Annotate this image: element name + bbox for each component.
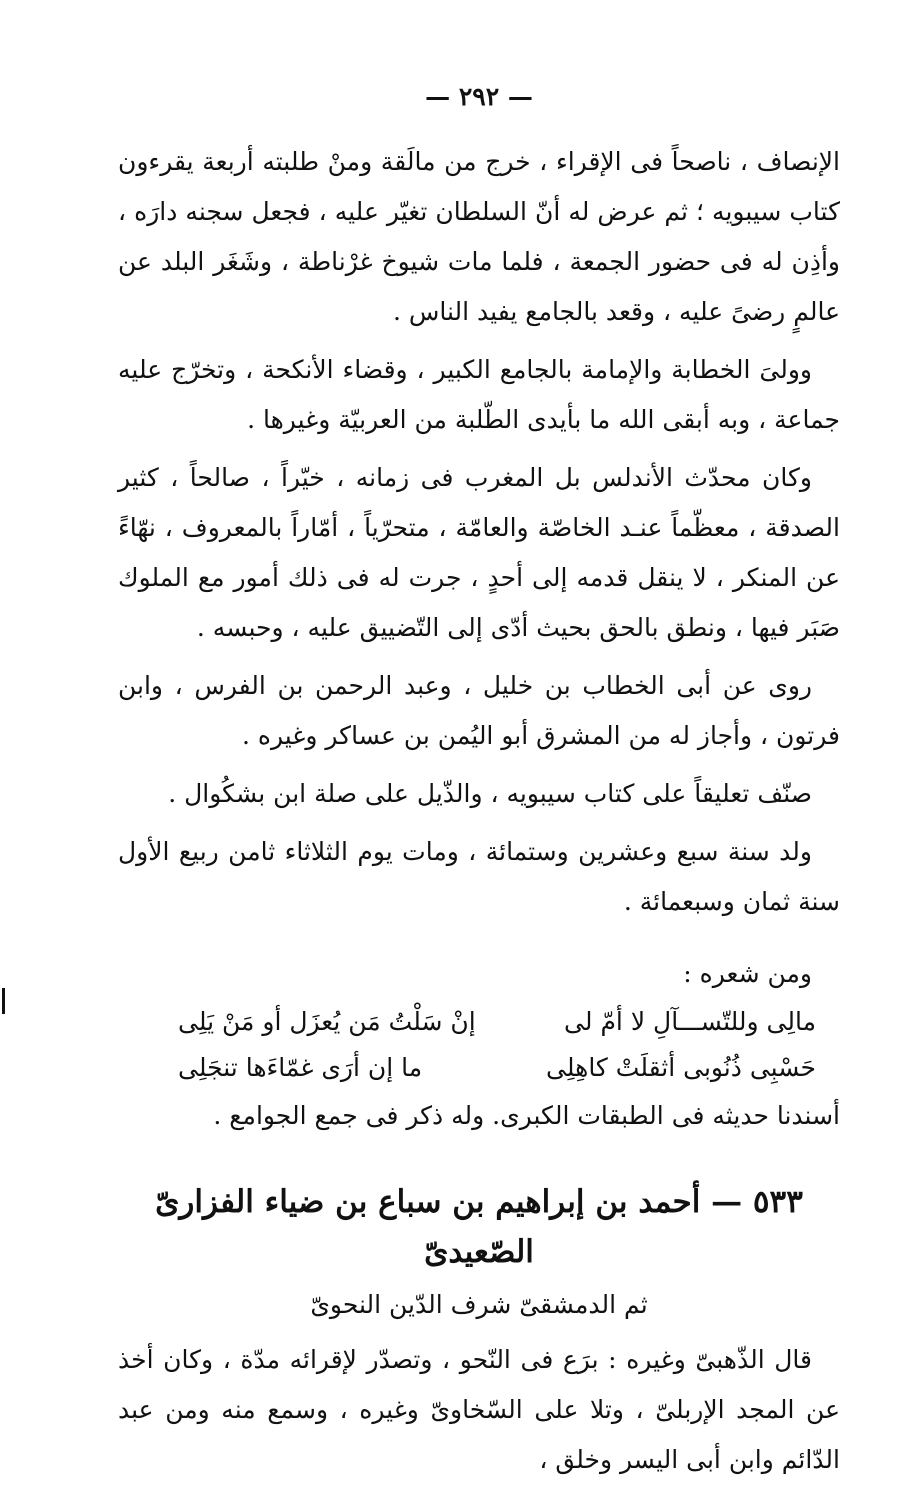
paragraph-khitaba: وولىَ الخطابة والإمامة بالجامع الكبير ، وقضاء الأنكحة ، وتخرّج عليه جماعة ، وبه أبقى الله ما بأيدى الطّلبة من العربيّة وغيرها . (118, 355, 840, 434)
paragraph-muhaddith: وكان محدّث الأندلس بل المغرب فى زمانه ، خيّراً ، صالحاً ، كثير الصدقة ، معظّماً عنـد الخاصّة والعامّة ، متحرّياً ، أمّاراً بالمعروف ، نهّاءً عن المنكر ، لا ينقل قدمه إلى أحدٍ ، جرت له فى ذلك أمور مع الملوك صَبَر فيها ، ونطق بالحق بحيث أدّى إلى التّضييق عليه ، وحبسه . (118, 463, 840, 642)
margin-mark (2, 988, 5, 1014)
verse-first-hemistich: حَسْبِى ذُنُوبى أثقلَتْ كاهِلِى (546, 1053, 816, 1082)
verse-line (118, 999, 840, 1045)
poetry-intro: ومن شعره : (683, 959, 812, 988)
verse-second-hemistich: إنْ سَلْتُ مَن يُعزَل أو مَنْ يَلِى (178, 1007, 476, 1036)
paragraph-birth-death: ولد سنة سبع وعشرين وستمائة ، ومات يوم الثلاثاء ثامن ربيع الأول سنة ثمان وسبعمائة . (118, 837, 840, 916)
paragraph-tasnif: صنّف تعليقاً على كتاب سيبويه ، والذّيل على صلة ابن بشكُوال . (168, 779, 812, 808)
entry-heading: ٥٣٣ — أحمد بن إبراهيم بن سباع بن ضياء الفزارىّ الصّعيدىّ (155, 1184, 803, 1270)
entry-subheading: ثم الدمشقىّ شرف الدّين النحوىّ (310, 1290, 648, 1319)
page-number: — ٢٩٢ — (425, 82, 533, 111)
paragraph-dhahabi: قال الذّهبىّ وغيره : برَع فى النّحو ، وتصدّر لإقرائه مدّة ، وكان أخذ عن المجد الإربلىّ ، وتلا على السّخاوىّ وغيره ، وسمع منه ومن عبد الدّائم وابن أبى اليسر وخلق ، (118, 1345, 840, 1474)
verse-second-hemistich: ما إن أرَى غمّاءَها تنجَلِى (178, 1053, 423, 1082)
paragraph-insaf: الإنصاف ، ناصحاً فى الإقراء ، خرج من مالَقة ومنْ طلبته أربعة يقرءون كتاب سيبويه ؛ ثم عرض له أنّ السلطان تغيّر عليه ، فجعل سجنه دارَه ، وأذِن له فى حضور الجمعة ، فلما مات شيوخ غرْناطة ، وشَغَر البلد عن عالمٍ رضىً عليه ، وقعد بالجامع يفيد الناس . (118, 147, 840, 326)
closing-note: أسندنا حديثه فى الطبقات الكبرى. وله ذكر فى جمع الجوامع . (213, 1101, 840, 1130)
paragraph-riwaya: روى عن أبى الخطاب بن خليل ، وعبد الرحمن بن الفرس ، وابن فرتون ، وأجاز له من المشرق أبو اليُمن بن عساكر وغيره . (118, 671, 840, 750)
verse-first-hemistich: مالِى وللتّســـآلِ لا أمّ لى (564, 1007, 816, 1036)
verse-line (118, 1045, 840, 1091)
